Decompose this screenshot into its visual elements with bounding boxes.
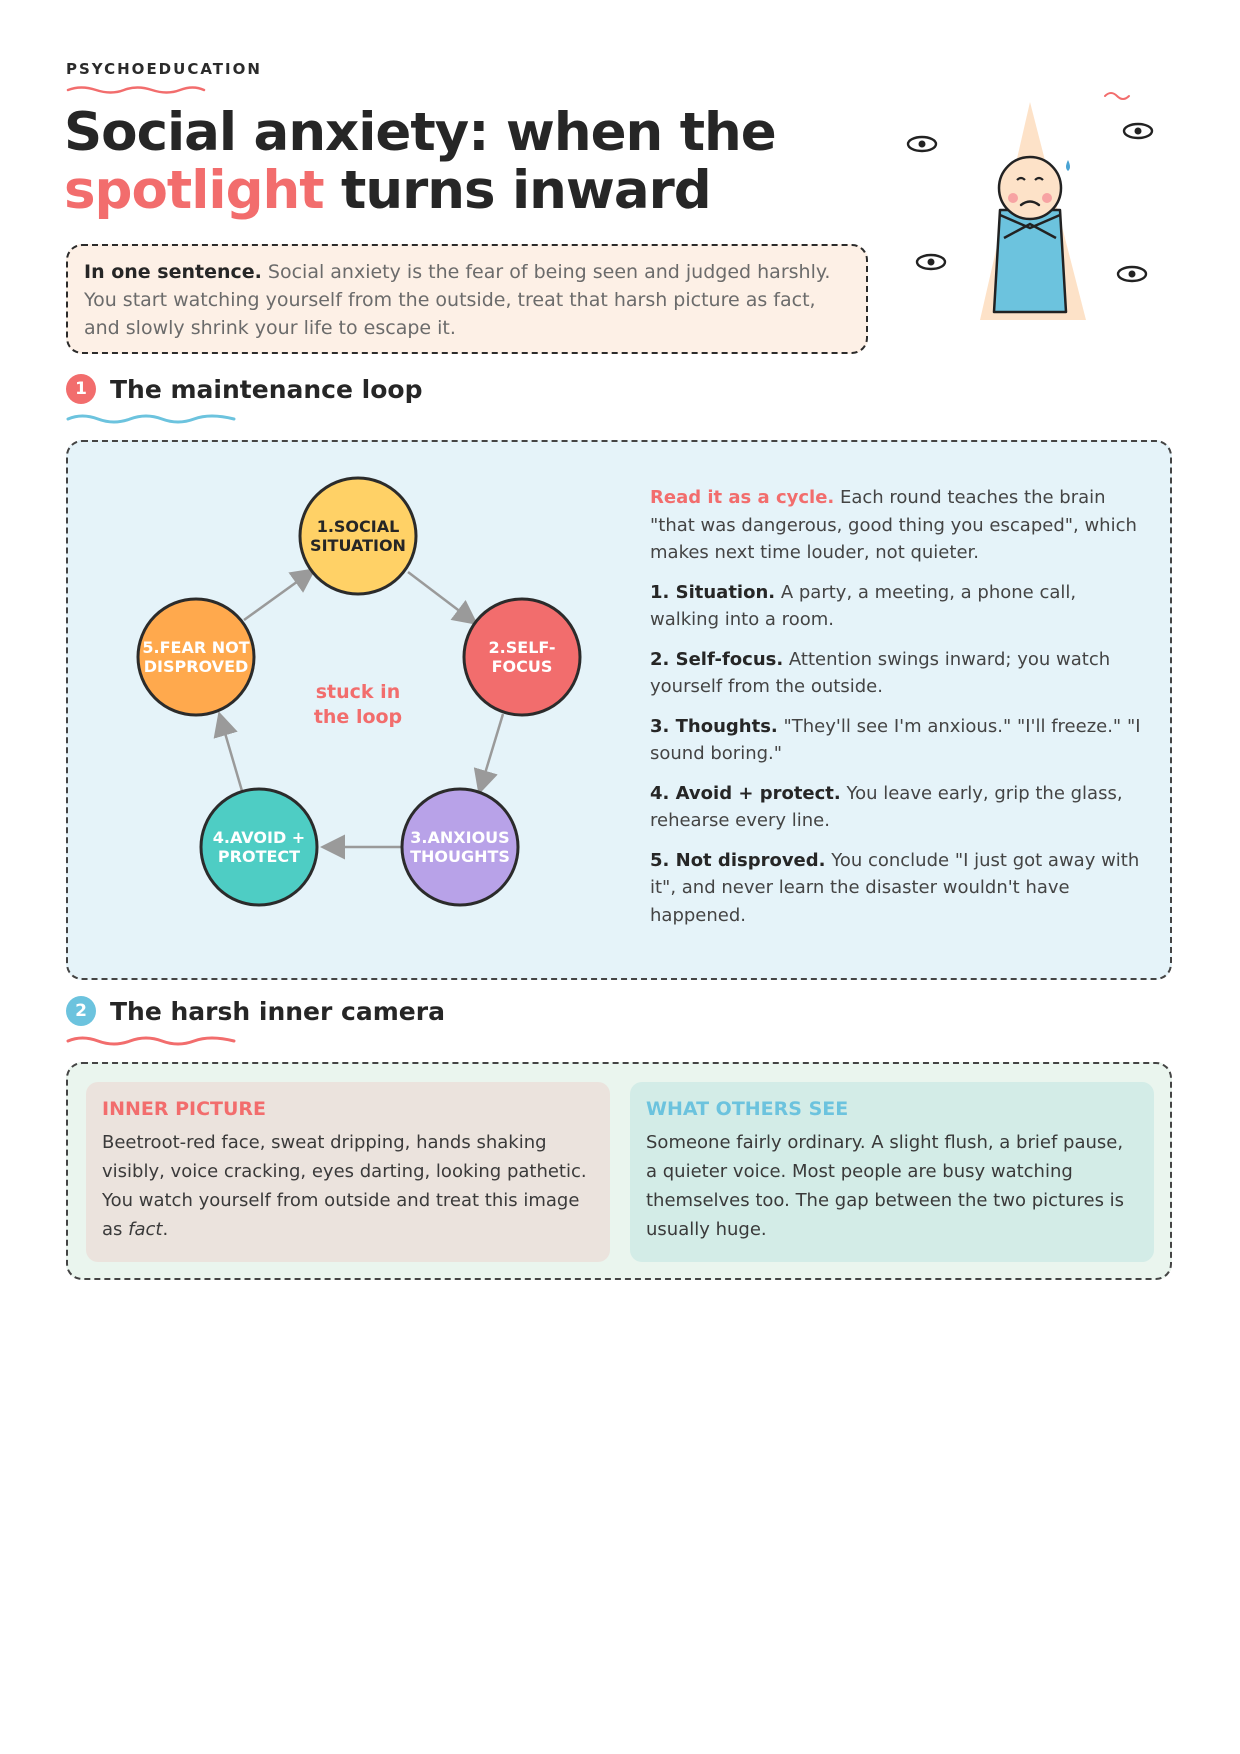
inner-picture-text: [102, 1128, 594, 1244]
title-line-1: Social anxiety: when the: [64, 102, 776, 163]
maintenance-loop-panel: [66, 440, 1172, 980]
others-see-text: Someone fairly ordinary. A slight flush, a brief pause, a quieter voice. Most people are busy watching themselves too. The gap between the two pictures is usually huge.: [646, 1132, 1125, 1240]
node-4-line2: PROTECT: [217, 847, 301, 866]
step-item: [650, 646, 1150, 701]
loop-node-avoid-protect: [201, 789, 317, 905]
hero-illustration: [900, 80, 1180, 340]
section-2-header: [66, 996, 445, 1026]
node-2-line2: FOCUS: [491, 657, 553, 676]
sweat-drop-icon: [1066, 160, 1070, 171]
inner-picture-card: [86, 1082, 610, 1262]
title-line-2: [64, 162, 884, 220]
inner-picture-end: .: [162, 1219, 169, 1240]
loop-intro-text: Each round teaches the brain "that was dangerous, good thing you escaped", which makes next time louder, not quieter.: [650, 487, 1137, 563]
inner-picture-emphasis: fact: [128, 1219, 163, 1240]
inner-picture-body: Beetroot-red face, sweat dripping, hands shaking visibly, voice cracking, eyes darting, looking pathetic. You watch yourself from outside and treat this image as: [102, 1132, 587, 1240]
node-4-line1: 4.AVOID +: [212, 828, 306, 847]
node-5-line1: 5.FEAR NOT: [142, 638, 250, 657]
loop-intro: [650, 484, 1150, 567]
step-label: 3. Thoughts.: [650, 715, 778, 737]
step-text: Attention swings inward; you watch yourself from the outside.: [650, 648, 1111, 697]
node-1-line2: SITUATION: [310, 536, 406, 555]
section-1-underline: [66, 412, 236, 424]
step-item: [650, 847, 1150, 930]
page-title: [64, 104, 884, 220]
step-label: 2. Self-focus.: [650, 648, 784, 670]
section-1-title: The maintenance loop: [110, 374, 423, 404]
summary-box: [66, 244, 868, 354]
section-2-title: The harsh inner camera: [110, 996, 445, 1026]
step-label: 4. Avoid + protect.: [650, 782, 841, 804]
node-3-line2: THOUGHTS: [410, 847, 510, 866]
loop-node-self-focus: [464, 599, 580, 715]
inner-picture-heading: INNER PICTURE: [102, 1098, 267, 1120]
summary-lead: In one sentence.: [84, 261, 262, 283]
title-accent: spotlight: [64, 160, 324, 221]
step-item: [650, 579, 1150, 634]
step-label: 1. Situation.: [650, 581, 776, 603]
node-2-line1: 2.SELF-: [488, 638, 556, 657]
step-text: "They'll see I'm anxious." "I'll freeze." "I sound boring.": [650, 715, 1141, 764]
eyebrow-underline: [66, 84, 206, 94]
eyebrow-label: PSYCHOEDUCATION: [66, 60, 262, 78]
loop-intro-lead: Read it as a cycle.: [650, 487, 835, 508]
loop-center-line2: the loop: [313, 706, 403, 728]
loop-node-social-situation: [300, 478, 416, 594]
step-item: [650, 780, 1150, 835]
step-text: You conclude "I just got away with it", and never learn the disaster wouldn't have happened.: [650, 849, 1140, 926]
node-3-line1: 3.ANXIOUS: [410, 828, 510, 847]
step-text: You leave early, grip the glass, rehearse every line.: [650, 782, 1123, 831]
section-2-number: 2: [66, 996, 96, 1026]
node-5-line2: DISPROVED: [143, 657, 249, 676]
eye-icon: [917, 255, 945, 269]
loop-diagram: [68, 442, 628, 982]
section-1-number: 1: [66, 374, 96, 404]
eye-icon: [1124, 124, 1152, 138]
step-text: A party, a meeting, a phone call, walking into a room.: [650, 581, 1077, 630]
others-see-card: [630, 1082, 1154, 1262]
loop-node-anxious-thoughts: [402, 789, 518, 905]
loop-node-fear-not-disproved: [138, 599, 254, 715]
inner-camera-panel: [66, 1062, 1172, 1280]
title-rest: turns inward: [323, 160, 711, 221]
eye-icon: [1118, 267, 1146, 281]
worried-person-icon: [994, 157, 1066, 312]
step-item: [650, 713, 1150, 768]
loop-center-line1: stuck in: [315, 681, 401, 703]
eye-icon: [908, 137, 936, 151]
others-see-heading: WHAT OTHERS SEE: [646, 1098, 849, 1120]
loop-explanation: [650, 484, 1150, 941]
section-1-header: [66, 374, 422, 404]
step-label: 5. Not disproved.: [650, 849, 826, 871]
node-1-line1: 1.SOCIAL: [316, 517, 400, 536]
summary-text: Social anxiety is the fear of being seen and judged harshly. You start watching yourself from the outside, treat that harsh picture as fact, and slowly shrink your life to escape it.: [84, 261, 831, 339]
section-2-underline: [66, 1034, 236, 1046]
